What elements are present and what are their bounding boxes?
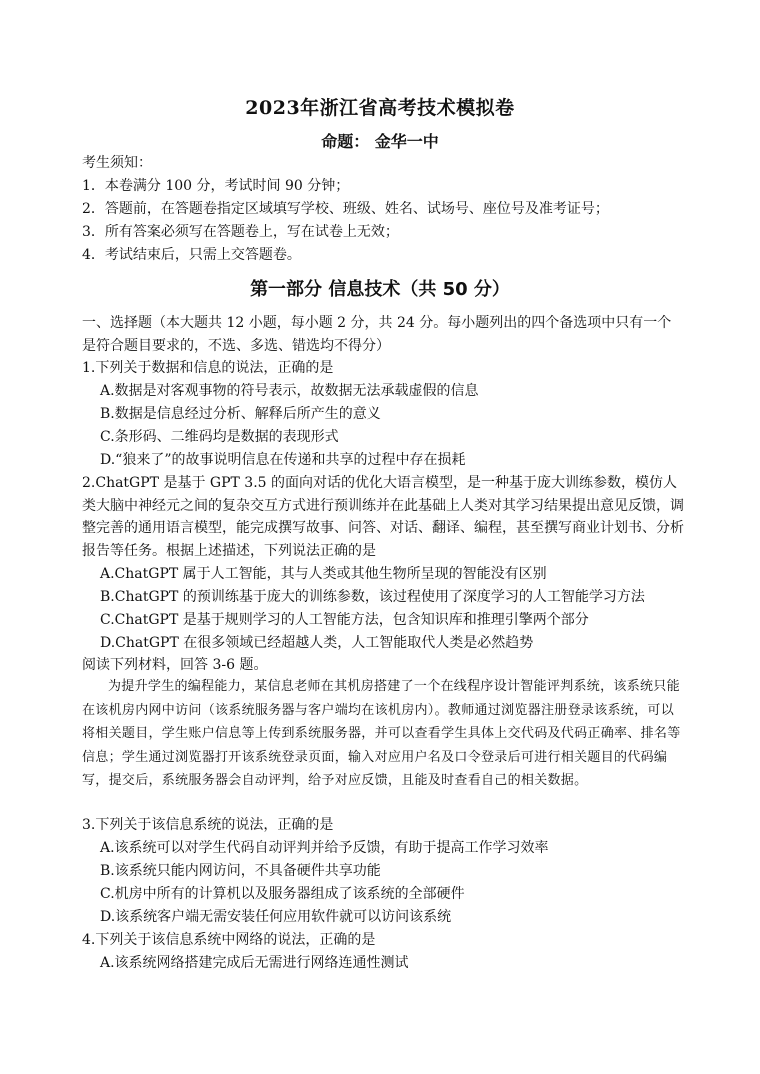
notice-item: 1．本卷满分 100 分，考试时间 90 分钟；: [82, 178, 350, 194]
question-1-option-d: D.“狼来了”的故事说明信息在传递和共享的过程中存在损耗: [100, 452, 466, 468]
exam-title: 2023年浙江省高考技术模拟卷: [245, 97, 515, 119]
question-2-option-d: D.ChatGPT 在很多领域已经超越人类，人工智能取代人类是必然趋势: [100, 635, 534, 651]
question-1-stem: 1.下列关于数据和信息的说法，正确的是: [82, 360, 334, 376]
exam-author: 命题： 金华一中: [321, 132, 439, 151]
question-2-option-b: B.ChatGPT 的预训练基于庞大的训练参数，该过程使用了深度学习的人工智能学习方法: [100, 589, 645, 605]
question-3-stem: 3.下列关于该信息系统的说法，正确的是: [82, 817, 334, 833]
notice-heading: 考生须知：: [82, 155, 152, 171]
notice-item: 3．所有答案必须写在答题卷上，写在试卷上无效；: [82, 224, 399, 240]
question-2-option-c: C.ChatGPT 是基于规则学习的人工智能方法，包含知识库和推理引擎两个部分: [100, 612, 589, 628]
notice-item: 4．考试结束后，只需上交答题卷。: [82, 247, 301, 263]
question-4-option-a: A.该系统网络搭建完成后无需进行网络连通性测试: [100, 955, 409, 971]
question-1-option-a: A.数据是对客观事物的符号表示，故数据无法承载虚假的信息: [100, 383, 479, 399]
reading-prompt: 阅读下列材料，回答 3-6 题。: [82, 657, 268, 673]
question-1-option-c: C.条形码、二维码均是数据的表现形式: [100, 429, 339, 445]
question-3-option-a: A.该系统可以对学生代码自动评判并给予反馈，有助于提高工作学习效率: [100, 840, 549, 856]
question-2-stem: 2.ChatGPT 是基于 GPT 3.5 的面向对话的优化大语言模型，是一种基于庞大训练参数，模仿人类大脑中神经元之间的复杂交互方式进行预训练并在此基础上人类对其学习结果提出意见反馈，调整完善的通用语言模型，能完成撰写故事、问答、对话、翻译、编程，甚至撰写商业计划书、分析报告等任务。根据上述描述，下列说法正确的是: [82, 475, 684, 559]
question-3-option-c: C.机房中所有的计算机以及服务器组成了该系统的全部硬件: [100, 886, 465, 902]
reading-material: 为提升学生的编程能力，某信息老师在其机房搭建了一个在线程序设计智能评判系统，该系统只能在该机房内网中访问（该系统服务器与客户端均在该机房内）。教师通过浏览器注册登录该系统，可以将相关题目，学生账户信息等上传到系统服务器，并可以查看学生具体上交代码及代码正确率、排名等信息；学生通过浏览器打开该系统登录页面，输入对应用户名及口令登录后可进行相关题目的代码编写，提交后，系统服务器会自动评判，给予对应反馈，且能及时查看自己的相关数据。: [82, 679, 681, 788]
section-title: 第一部分 信息技术（共 50 分）: [250, 279, 510, 300]
question-3-option-b: B.该系统只能内网访问，不具备硬件共享功能: [100, 863, 381, 879]
notice-item: 2．答题前，在答题卷指定区域填写学校、班级、姓名、试场号、座位号及准考证号；: [82, 201, 609, 217]
question-3-option-d: D.该系统客户端无需安装任何应用软件就可以访问该系统: [100, 909, 452, 925]
question-1-option-b: B.数据是信息经过分析、解释后所产生的意义: [100, 406, 381, 422]
question-2-option-a: A.ChatGPT 属于人工智能，其与人类或其他生物所呈现的智能没有区别: [100, 566, 547, 582]
part1-instructions: 一、选择题（本大题共 12 小题，每小题 2 分，共 24 分。每小题列出的四个备选项中只有一个是符合题目要求的，不选、多选、错选均不得分）: [82, 315, 672, 354]
question-4-stem: 4.下列关于该信息系统中网络的说法，正确的是: [82, 932, 376, 948]
